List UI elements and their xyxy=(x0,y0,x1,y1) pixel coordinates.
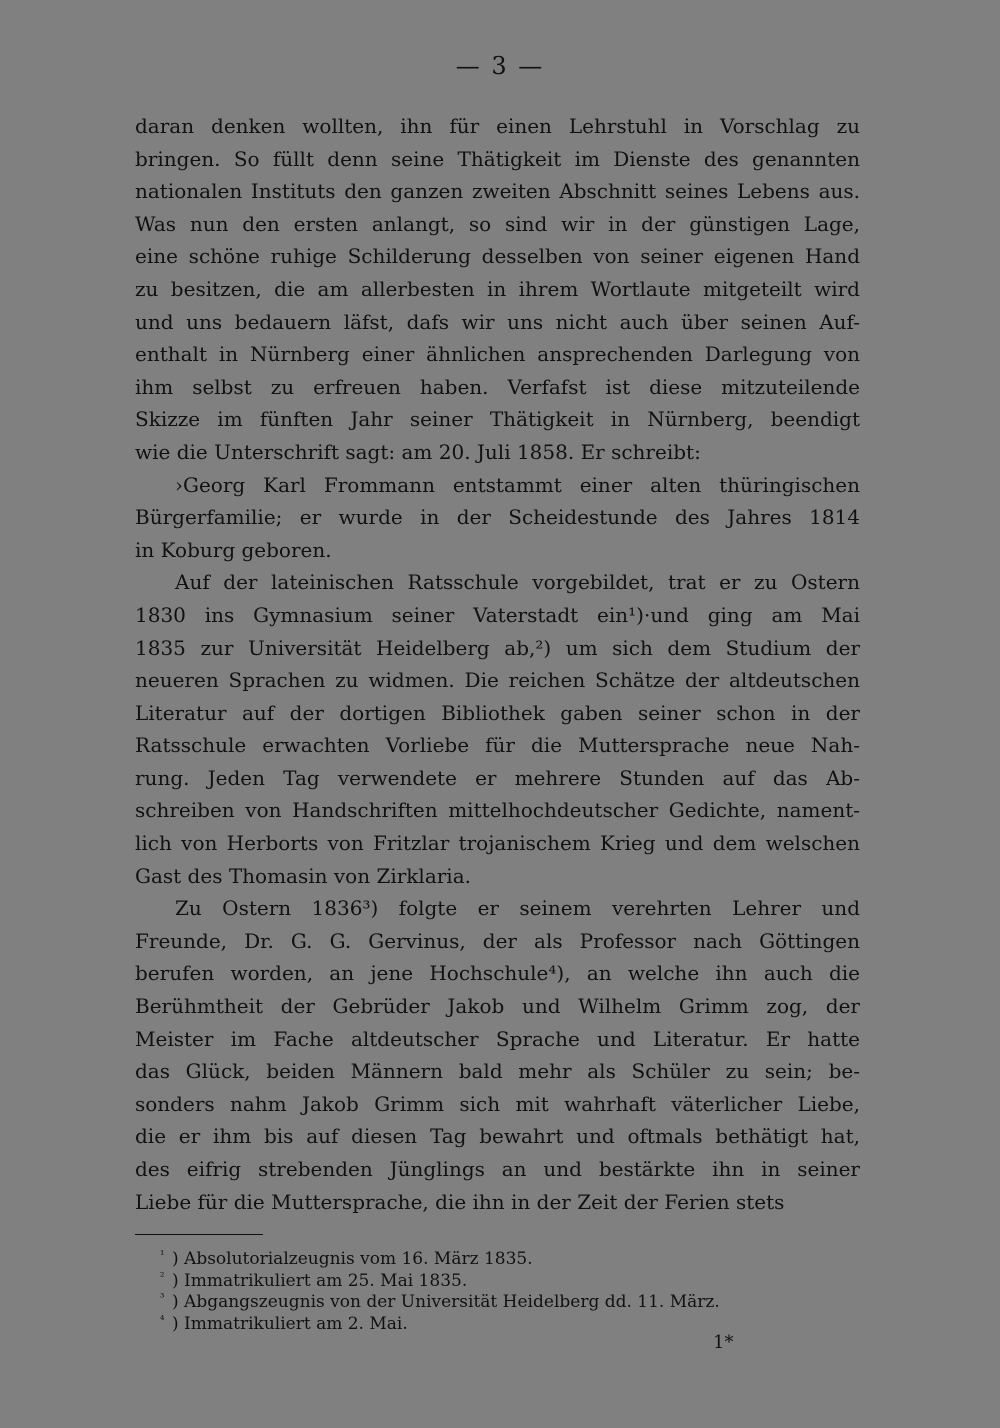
text-line: in Koburg geboren. xyxy=(135,537,332,562)
text-line: Literatur auf der dortigen Bibliothek gaben seiner schon in der xyxy=(135,700,860,725)
text-line: eine schöne ruhige Schilderung desselben von seiner eigenen Hand xyxy=(135,244,860,269)
paragraph xyxy=(135,892,860,1218)
paragraph xyxy=(135,110,860,469)
text-line: Ratsschule erwachten Vorliebe für die Muttersprache neue Nah- xyxy=(135,733,860,758)
text-line: Gast des Thomasin von Zirklaria. xyxy=(135,863,471,888)
text-line: neueren Sprachen zu widmen. Die reichen Schätze der altdeutschen xyxy=(135,668,860,693)
text-line: rung. Jeden Tag verwendete er mehrere Stunden auf das Ab- xyxy=(135,765,860,790)
footnote-text: Immatrikuliert am 2. Mai. xyxy=(184,1313,408,1334)
sheet-signature: 1* xyxy=(713,1332,734,1353)
footnote-paren: ) xyxy=(172,1270,185,1291)
page-number: — 3 — xyxy=(455,52,545,80)
footnote xyxy=(160,1287,860,1312)
paragraph xyxy=(135,469,860,567)
text-line: Berühmtheit der Gebrüder Jakob und Wilhelm Grimm zog, der xyxy=(135,994,860,1019)
footnotes xyxy=(160,1244,860,1334)
text-line: lich von Herborts von Fritzlar trojanischem Krieg und dem welschen xyxy=(135,831,860,856)
footnote xyxy=(160,1244,860,1269)
text-line: Bürgerfamilie; er wurde in der Scheidestunde des Jahres 1814 xyxy=(135,505,860,530)
footnote-mark: ² xyxy=(160,1269,165,1283)
text-line: 1835 zur Universität Heidelberg ab,²) um sich dem Studium der xyxy=(135,635,860,660)
body-text xyxy=(135,110,860,1218)
footnote-mark: ⁴ xyxy=(160,1312,165,1326)
text-line: sonders nahm Jakob Grimm sich mit wahrhaft väterlicher Liebe, xyxy=(135,1091,860,1116)
text-line: bringen. So füllt denn seine Thätigkeit im Dienste des genannten xyxy=(135,146,860,171)
text-line: berufen worden, an jene Hochschule⁴), an welche ihn auch die xyxy=(135,961,860,986)
footnote-paren: ) xyxy=(172,1313,185,1334)
text-line: Auf der lateinischen Ratsschule vorgebildet, trat er zu Ostern xyxy=(175,570,860,595)
text-line: Freunde, Dr. G. G. Gervinus, der als Professor nach Göttingen xyxy=(135,928,860,953)
text-line: Was nun den ersten anlangt, so sind wir in der günstigen Lage, xyxy=(135,211,860,236)
text-line: zu besitzen, die am allerbesten in ihrem Wortlaute mitgeteilt wird xyxy=(135,276,860,301)
footnote-divider xyxy=(135,1234,263,1235)
text-line: wie die Unterschrift sagt: am 20. Juli 1858. Er schreibt: xyxy=(135,439,701,464)
footnote-text: Absolutorialzeugnis vom 16. März 1835. xyxy=(184,1249,533,1269)
text-line: des eifrig strebenden Jünglings an und bestärkte ihn in seiner xyxy=(135,1157,860,1181)
text-line: Skizze im fünften Jahr seiner Thätigkeit in Nürnberg, beendigt xyxy=(135,407,860,432)
text-line: enthalt in Nürnberg einer ähnlichen ansprechenden Darlegung von xyxy=(135,342,860,367)
footnote-mark: ³ xyxy=(160,1291,165,1304)
footnote-text: Abgangszeugnis von der Universität Heidelberg dd. 11. März. xyxy=(184,1292,720,1312)
text-line: und uns bedauern läfst, dafs wir uns nicht auch über seinen Auf- xyxy=(135,309,860,334)
footnote-mark: ¹ xyxy=(160,1248,165,1261)
paragraph xyxy=(135,566,860,892)
text-line: Liebe für die Muttersprache, die ihn in der Zeit der Ferien stets xyxy=(135,1189,785,1214)
footnote-paren: ) xyxy=(172,1292,185,1312)
text-line: das Glück, beiden Männern bald mehr als Schüler zu sein; be- xyxy=(135,1059,860,1084)
text-line: ›Georg Karl Frommann entstammt einer alten thüringischen xyxy=(175,472,860,497)
text-line: Meister im Fache altdeutscher Sprache und Literatur. Er hatte xyxy=(135,1026,860,1051)
text-line: Zu Ostern 1836³) folgte er seinem verehrten Lehrer und xyxy=(175,896,860,921)
text-line: nationalen Instituts den ganzen zweiten Abschnitt seines Lebens aus. xyxy=(135,179,860,204)
text-line: daran denken wollten, ihn für einen Lehrstuhl in Vorschlag zu xyxy=(135,114,860,138)
footnote-text: Immatrikuliert am 25. Mai 1835. xyxy=(184,1270,468,1291)
text-line: schreiben von Handschriften mittelhochdeutscher Gedichte, nament- xyxy=(135,798,860,823)
text-line: 1830 ins Gymnasium seiner Vaterstadt ein¹)·und ging am Mai xyxy=(135,602,860,627)
footnote-paren: ) xyxy=(172,1249,185,1269)
text-line: die er ihm bis auf diesen Tag bewahrt und oftmals bethätigt hat, xyxy=(135,1124,860,1149)
text-line: ihm selbst zu erfreuen haben. Verfafst ist diese mitzuteilende xyxy=(135,374,860,399)
